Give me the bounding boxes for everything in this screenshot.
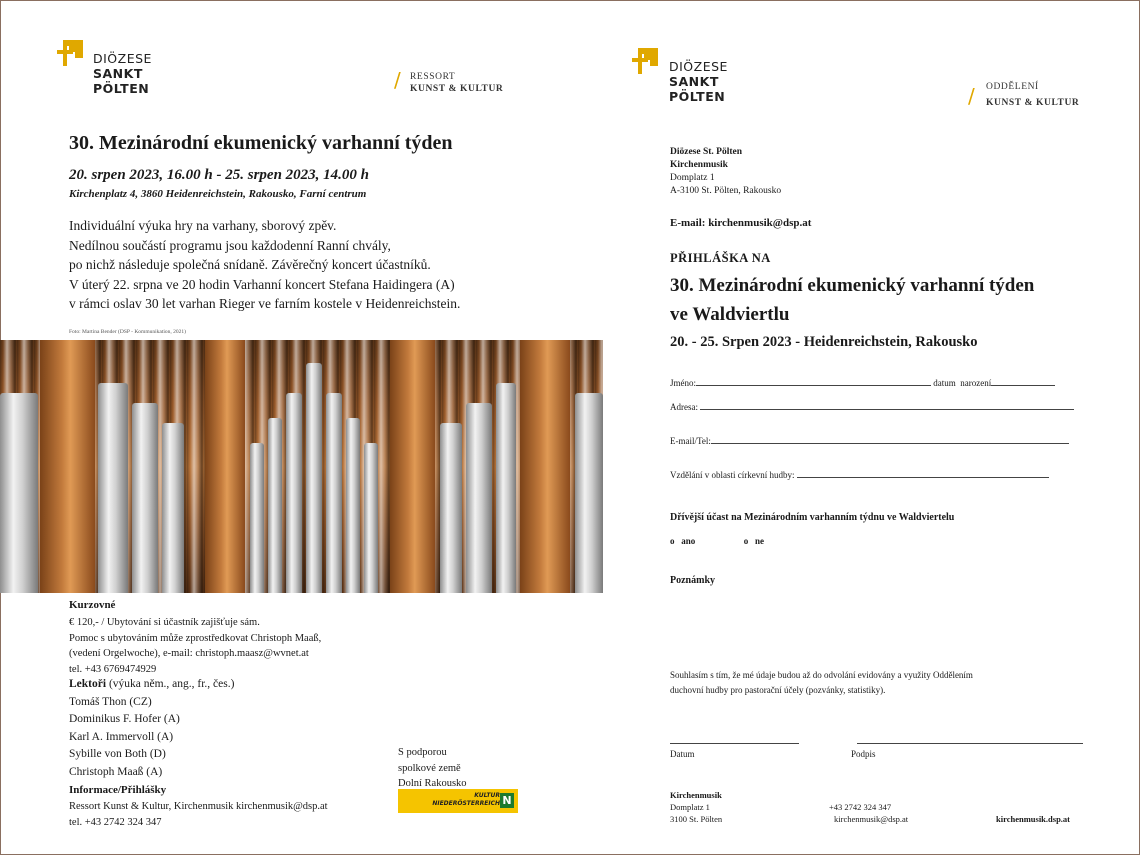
lector-name: Sybille von Both (D) (69, 748, 166, 760)
form-title-line-2: ve Waldviertlu (670, 304, 790, 325)
form-title-line-1: 30. Mezinárodní ekumenický varhanní týden (670, 275, 1035, 296)
kultur-niederoesterreich-logo (398, 789, 518, 813)
address-label: Adresa: (670, 402, 698, 412)
oddeleni-line-1: ODDĚLENÍ (986, 82, 1039, 92)
name-label: Jméno: (670, 378, 696, 388)
support-text (398, 745, 467, 792)
date-label: Datum (670, 749, 695, 759)
option-no-marker[interactable]: o (743, 536, 749, 546)
noe-mark-icon: N (500, 793, 514, 808)
footer-contact (829, 801, 908, 825)
lektori-heading-row (69, 676, 234, 694)
previous-participation-label: Dřívější účast na Mezinárodním varhanním týdnu ve Waldviertelu (670, 512, 955, 523)
description-line: Nedílnou součástí programu jsou každodenní Ranní chvály, (69, 237, 391, 253)
notes-label: Poznámky (670, 575, 715, 586)
address-input-line[interactable] (700, 400, 1074, 410)
event-location: Kirchenplatz 4, 3860 Heidenreichstein, Rakousko, Farní centrum (69, 188, 367, 200)
address-block (670, 146, 781, 198)
footer-website: kirchenmusik.dsp.at (996, 814, 1071, 824)
option-yes-label: ano (681, 536, 696, 546)
diocese-logo-icon (630, 46, 660, 76)
ressort-line-1: RESSORT (410, 72, 456, 82)
ressort-line-2: KUNST & KULTUR (410, 84, 504, 94)
ressort-label (410, 71, 503, 95)
form-title (670, 271, 1034, 329)
event-description (69, 216, 460, 314)
logo-line-1: DIÖZESE (669, 59, 728, 74)
support-line: S podporou (398, 747, 447, 758)
address-street: Domplatz 1 (670, 173, 715, 183)
consent-line: Souhlasím s tím, že mé údaje budou až do odvolání evidovány a využity Oddělením (670, 670, 973, 680)
support-line: Dolní Rakousko (398, 778, 467, 789)
participation-options[interactable] (670, 536, 764, 546)
signature-line[interactable] (857, 743, 1083, 744)
kurzovne-line: € 120,- / Ubytování si účastník zajišťuje sám. (69, 617, 260, 628)
badge-line-2: NIEDERÖSTERREICH (432, 800, 500, 807)
consent-line: duchovní hudby pro pastorační účely (pozvánky, statistiky). (670, 685, 886, 695)
footer-city: 3100 St. Pölten (670, 814, 723, 824)
footer-street: Domplatz 1 (670, 802, 710, 812)
oddeleni-line-2: KUNST & KULTUR (986, 98, 1080, 108)
oddeleni-label (986, 81, 1079, 109)
description-line: Individuální výuka hry na varhany, sborový zpěv. (69, 218, 337, 233)
birthdate-input-line[interactable] (991, 376, 1055, 386)
lector-name: Karl A. Immervoll (A) (69, 730, 174, 743)
logo-line-3: PÖLTEN (93, 81, 150, 96)
datum-label: datum (933, 378, 956, 388)
logo-line-1: DIÖZESE (93, 51, 152, 66)
education-input-line[interactable] (797, 468, 1049, 478)
divider-slash: / (394, 68, 401, 92)
logo-line-3: PÖLTEN (669, 89, 726, 104)
badge-line-1: KULTUR (474, 792, 500, 799)
informace-line: Ressort Kunst & Kultur, Kirchenmusik kirchenmusik@dsp.at (69, 801, 328, 812)
lector-name: Christoph Maaß (A) (69, 765, 163, 778)
logo-line-2: SANKT (669, 74, 719, 89)
address-org: Diözese St. Pölten (670, 147, 743, 157)
description-line: po nichž následuje společná snídaně. Závěrečný koncert účastníků. (69, 257, 431, 272)
name-field[interactable] (670, 376, 1055, 388)
footer-phone: +43 2742 324 347 (829, 802, 892, 812)
diocese-logo-text (669, 59, 728, 104)
email-tel-input-line[interactable] (711, 434, 1069, 444)
informace-heading: Informace/Přihlášky (69, 784, 167, 796)
lektori-heading: Lektoři (69, 678, 107, 690)
address-city: A-3100 St. Pölten, Rakousko (670, 186, 782, 196)
lektori-note: (výuka něm., ang., fr., čes.) (106, 678, 235, 690)
option-no-label: ne (755, 536, 765, 546)
lektori-section (69, 676, 234, 781)
footer-email: kirchenmusik@dsp.at (834, 814, 909, 824)
contact-email: E-mail: kirchenmusik@dsp.at (670, 217, 812, 229)
signature-label: Podpis (851, 749, 876, 759)
kurzovne-heading: Kurzovné (69, 599, 116, 611)
form-dates: 20. - 25. Srpen 2023 - Heidenreichstein, Rakousko (670, 334, 978, 350)
address-field[interactable] (670, 400, 1074, 412)
photo-credit: Foto: Martina Bender (DSP - Kommunikation, 2021) (69, 329, 186, 335)
name-input-line[interactable] (696, 376, 931, 386)
footer-address (670, 789, 722, 825)
kurzovne-text (69, 615, 321, 677)
diocese-logo-icon (55, 38, 85, 68)
logo-line-2: SANKT (93, 66, 143, 81)
email-tel-label: E-mail/Tel: (670, 436, 711, 446)
divider-slash: / (968, 84, 975, 108)
footer-dept: Kirchenmusik (670, 790, 722, 800)
option-yes-marker[interactable]: o (670, 536, 675, 546)
email-tel-field[interactable] (670, 434, 1069, 446)
address-dept: Kirchenmusik (670, 160, 728, 170)
date-signature-line[interactable] (670, 743, 799, 744)
diocese-logo-text (93, 51, 152, 96)
prihlaska-heading: PŘIHLÁŠKA NA (670, 251, 771, 265)
organ-pipes-photo (0, 340, 603, 593)
lector-name: Tomáš Thon (CZ) (69, 695, 152, 708)
description-line: v rámci oslav 30 let varhan Rieger ve farním kostele v Heidenreichstein. (69, 296, 461, 311)
education-field[interactable] (670, 468, 1049, 480)
event-dates: 20. srpen 2023, 16.00 h - 25. srpen 2023, 14.00 h (69, 167, 370, 183)
kurzovne-line: (vedení Orgelwoche), e-mail: christoph.maasz@wvnet.at (69, 648, 309, 659)
narozeni-label: narození (960, 378, 992, 388)
support-line: spolkové země (398, 762, 461, 774)
lector-name: Dominikus F. Hofer (A) (69, 713, 180, 725)
kurzovne-line: tel. +43 6769474929 (69, 663, 157, 675)
consent-text (670, 668, 1070, 698)
description-line: V úterý 22. srpna ve 20 hodin Varhanní koncert Stefana Haidingera (A) (69, 276, 455, 292)
kurzovne-line: Pomoc s ubytováním může zprostředkovat Christoph Maaß, (69, 632, 322, 644)
informace-text (69, 799, 328, 830)
informace-line: tel. +43 2742 324 347 (69, 816, 162, 828)
event-title: 30. Mezinárodní ekumenický varhanní týden (69, 132, 453, 154)
education-label: Vzdělání v oblasti církevní hudby: (670, 470, 795, 480)
